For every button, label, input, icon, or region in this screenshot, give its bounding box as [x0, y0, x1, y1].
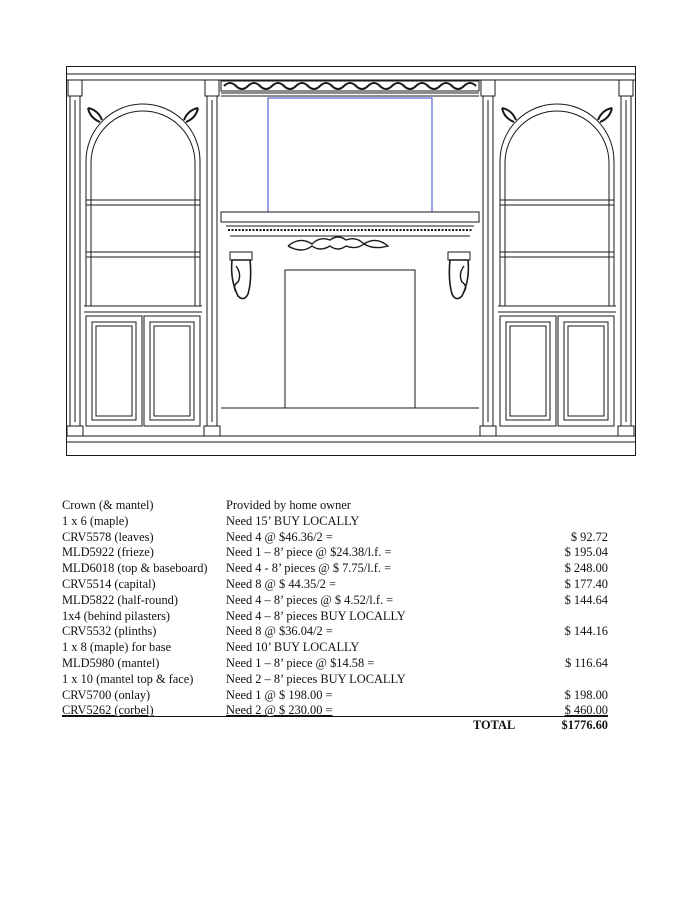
- mantel-onlay: [288, 237, 388, 250]
- material-item: CRV5514 (capital): [62, 577, 156, 591]
- left-corbel: [230, 252, 252, 299]
- total-amount: $1776.60: [561, 718, 608, 732]
- material-item: CRV5700 (onlay): [62, 687, 151, 702]
- material-amount: $ 198.00: [564, 687, 608, 702]
- material-row: [0, 560, 700, 576]
- material-item: 1 x 6 (maple): [62, 513, 129, 528]
- material-row: [0, 576, 700, 592]
- material-quantity-note: Need 10’ BUY LOCALLY: [226, 640, 360, 655]
- total-row: [0, 717, 700, 733]
- material-quantity-note: Need 4 – 8’ pieces @ $ 4.52/l.f. =: [226, 592, 394, 607]
- material-row: [0, 623, 700, 639]
- material-item: 1 x 10 (mantel top & face): [62, 671, 194, 686]
- material-quantity-note: Need 15’ BUY LOCALLY: [226, 513, 360, 528]
- material-amount: $ 177.40: [564, 577, 608, 591]
- material-row: [0, 544, 700, 560]
- cabinetry-elevation-drawing: [66, 66, 636, 456]
- material-row: [0, 639, 700, 655]
- material-row: [0, 608, 700, 624]
- material-item: CRV5262 (corbel): [62, 703, 154, 718]
- material-item: MLD5822 (half-round): [62, 592, 178, 607]
- material-row: [0, 592, 700, 608]
- right-corner-onlay: [598, 108, 612, 122]
- material-row: [0, 529, 700, 545]
- material-quantity-note: Need 1 – 8’ piece @ $24.38/l.f. =: [226, 545, 392, 560]
- material-row: [0, 513, 700, 529]
- material-row: [0, 671, 700, 687]
- left-arched-bookcase: [84, 104, 202, 312]
- material-quantity-note: Need 8 @ $36.04/2 =: [226, 624, 333, 639]
- material-item: Crown (& mantel): [62, 498, 154, 512]
- material-quantity-note: Need 1 – 8’ piece @ $14.58 =: [226, 656, 375, 670]
- material-amount: $ 144.64: [564, 592, 608, 607]
- material-quantity-note: Need 4 - 8’ pieces @ $ 7.75/l.f. =: [226, 561, 392, 576]
- tv-outline: [268, 98, 432, 212]
- material-quantity-note: Provided by home owner: [226, 498, 351, 512]
- material-amount: $ 195.04: [564, 545, 608, 560]
- material-quantity-note: Need 4 – 8’ pieces BUY LOCALLY: [226, 608, 406, 623]
- right-arched-bookcase: [498, 104, 616, 312]
- material-amount: $ 116.64: [565, 656, 608, 670]
- mantel: [221, 212, 479, 250]
- left-corner-onlay: [88, 108, 102, 122]
- material-quantity-note: Need 2 – 8’ pieces BUY LOCALLY: [226, 671, 406, 686]
- material-quantity-note: Need 1 @ $ 198.00 =: [226, 687, 333, 702]
- material-item: MLD6018 (top & baseboard): [62, 561, 208, 576]
- left-lower-cabinet: [86, 316, 200, 426]
- total-label: TOTAL: [473, 718, 516, 732]
- right-inner-pilaster: [480, 80, 496, 436]
- material-row: [0, 687, 700, 703]
- material-row: [0, 655, 700, 671]
- material-item: 1 x 8 (maple) for base: [62, 640, 172, 655]
- material-amount: $ 248.00: [564, 561, 608, 576]
- material-amount: $ 144.16: [564, 624, 608, 639]
- material-quantity-note: Need 8 @ $ 44.35/2 =: [226, 577, 336, 591]
- material-item: MLD5922 (frieze): [62, 545, 154, 560]
- material-item: MLD5980 (mantel): [62, 656, 160, 670]
- material-item: CRV5532 (plinths): [62, 624, 157, 639]
- fireplace-opening: [285, 270, 415, 408]
- material-item: CRV5578 (leaves): [62, 529, 154, 544]
- material-item: 1x4 (behind pilasters): [62, 608, 171, 623]
- material-row: [0, 497, 700, 513]
- left-inner-pilaster: [204, 80, 220, 436]
- material-quantity-note: Need 4 @ $46.36/2 =: [226, 529, 333, 544]
- right-corbel: [448, 252, 470, 299]
- material-amount: $ 460.00: [564, 703, 608, 718]
- right-outer-pilaster: [618, 80, 634, 436]
- material-quantity-note: Need 2 @ $ 230.00 =: [226, 703, 333, 718]
- left-outer-pilaster: [67, 80, 83, 436]
- right-lower-cabinet: [500, 316, 614, 426]
- material-amount: $ 92.72: [570, 529, 608, 544]
